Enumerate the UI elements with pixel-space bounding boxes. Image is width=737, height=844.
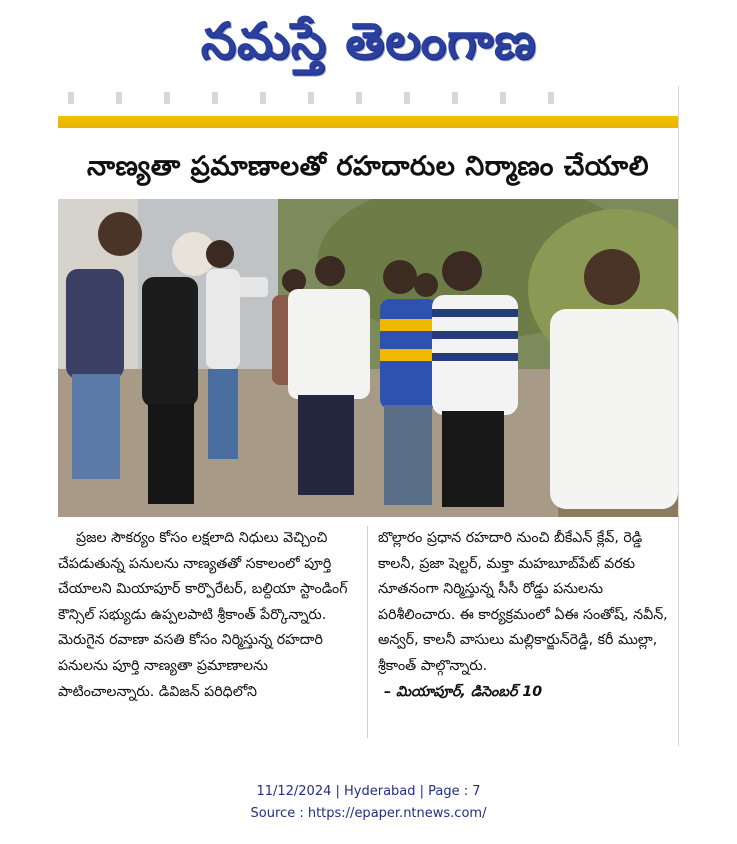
footer-edition-info: 11/12/2024 | Hyderabad | Page : 7 — [256, 784, 481, 799]
newspaper-masthead — [0, 2, 737, 82]
masthead-title: నమస్తే తెలంగాణ — [200, 12, 537, 70]
article-photo — [58, 199, 678, 517]
article-right-column — [378, 526, 678, 705]
photo-illustration — [58, 199, 678, 517]
news-clipping — [58, 86, 679, 746]
column-divider — [367, 526, 368, 738]
right-column-text: బొల్లారం ప్రధాన రహదారి నుంచి బీకేఎన్ క్లేవ్, రెడ్డి కాలనీ, ప్రజా షెల్టర్, మక్తా మహబూబ్‌పేట్ వరకు నూతనంగా నిర్మిస్తున్న సీసీ రోడ్డు పనులను పరిశీలించారు. ఈ కార్యక్రమంలో ఏఈ సంతోష్, నవీన్, అన్వర్, కాలనీ వాసులు మల్లికార్జున్‌రెడ్డి, కరీ ముల్లా, శ్రీకాంత్ పాల్గొన్నారు. — [378, 530, 668, 674]
article-body — [58, 526, 678, 740]
left-column-text: ప్రజల సౌకర్యం కోసం లక్షలాది నిధులు వెచ్చించి చేపడుతున్న పనులను నాణ్యతతో సకాలంలో పూర్తి చేయాలని మియాపూర్ కార్పొరేటర్, బల్దియా స్టాండింగ్ కౌన్సిల్ సభ్యుడు ఉప్పలపాటి శ్రీకాంత్ పేర్కొన్నారు. మెరుగైన రవాణా వసతి కోసం నిర్మిస్తున్న రహదారి పనులను పూర్తి నాణ్యతా ప్రమాణాలను పాటించాలన్నారు. డివిజన్ పరిధిలోని — [58, 530, 348, 700]
article-dateline: – మియాపూర్, డిసెంబర్ 10 — [384, 683, 543, 700]
cut-text-remnant — [68, 92, 588, 104]
footer-source: Source : https://epaper.ntnews.com/ — [250, 806, 487, 821]
article-left-column — [58, 526, 358, 705]
section-rule — [58, 116, 678, 128]
article-headline: నాణ్యతా ప్రమాణాలతో రహదారుల నిర్మాణం చేయాలి — [87, 151, 649, 182]
